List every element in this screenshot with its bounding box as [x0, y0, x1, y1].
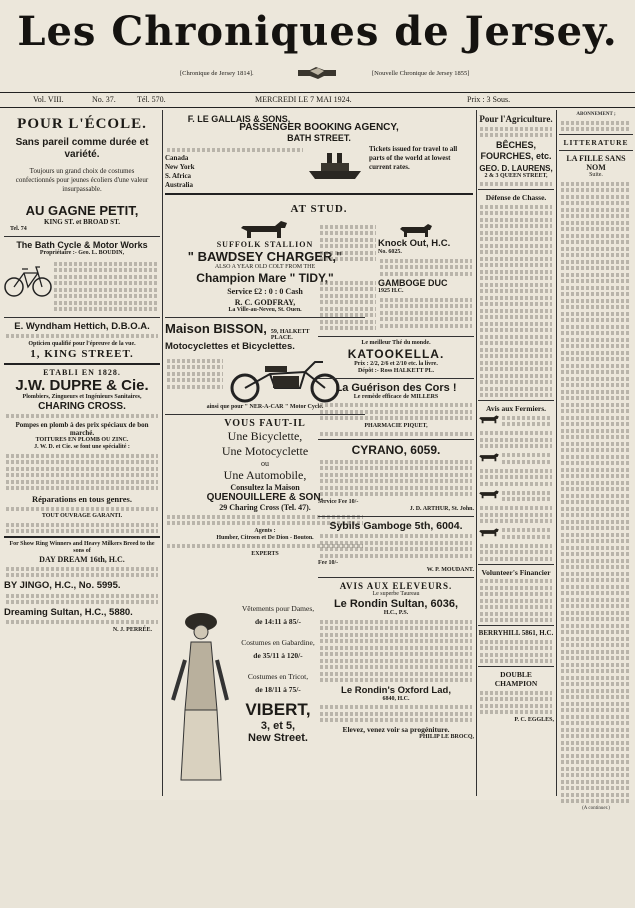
text-line [561, 793, 631, 797]
text-line [561, 396, 631, 400]
text-line [561, 565, 631, 569]
text-line [561, 728, 631, 732]
text-line [561, 767, 631, 771]
divider [559, 150, 633, 151]
ad-item: ou [261, 459, 269, 468]
divider [4, 236, 160, 237]
ad-item: Vêtements pour Dames, [241, 604, 315, 613]
ad-address: La Ville-au-Neveu, St. Ouen. [228, 307, 302, 313]
text-line [561, 188, 631, 192]
text-line [561, 637, 631, 641]
text-line [561, 786, 631, 790]
divider [318, 439, 474, 440]
destination: Canada [165, 154, 189, 162]
ad-body: Consultez la Maison [230, 483, 300, 492]
text-line [561, 780, 631, 784]
cow-illustration-icon [478, 413, 500, 429]
text-line [561, 260, 631, 264]
ad-heading: F. LE GALLAIS & SONS, [187, 114, 291, 124]
text-line [561, 416, 631, 420]
divider [318, 336, 474, 337]
ad-body: Elevez, venez voir sa progéniture. [342, 724, 450, 734]
ad-body: For Show Ring Winners and Heavy Milkers Breed to the sons of [9, 541, 155, 554]
ad-heading: AT STUD. [290, 203, 348, 215]
text-line [561, 240, 631, 244]
text-line [561, 526, 631, 530]
text-line [561, 461, 631, 465]
ad-heading: QUENOUILLERE & SON, [206, 492, 324, 503]
ad-heading: DOUBLE CHAMPION [494, 670, 538, 688]
ad-heading: Dreaming Sultan, H.C., 5880. [4, 606, 133, 618]
text-line [561, 474, 631, 478]
ad-address: 1, KING STREET. [30, 347, 134, 360]
text-line [561, 403, 631, 407]
ad-body: TOUT OUVRAGE GARANTI. [41, 513, 123, 519]
text-line [561, 539, 631, 543]
text-line [561, 227, 631, 231]
cow-illustration-icon [478, 526, 500, 542]
text-line [561, 559, 631, 563]
ad-tagline: Le meilleur Thé du monde. [361, 339, 431, 346]
text-line [561, 708, 631, 712]
divider [478, 625, 554, 626]
text-line [561, 663, 631, 667]
subscription-header: ABONNEMENT ; [576, 112, 616, 117]
destination: Australia [165, 181, 193, 189]
ad-price: de 35/11 à 120/- [253, 651, 303, 660]
text-line [561, 591, 631, 595]
ad-heading: POUR L'ÉCOLE. [17, 116, 147, 132]
ad-heading: PASSENGER BOOKING AGENCY, [239, 122, 399, 133]
text-line [561, 760, 631, 764]
text-line [561, 533, 631, 537]
serial-subtitle: Suite. [589, 172, 603, 178]
text-line [561, 799, 631, 803]
divider [559, 134, 633, 135]
text-line [561, 292, 631, 296]
text-line [561, 299, 631, 303]
text-line [561, 221, 631, 225]
divider [165, 193, 473, 195]
text-line [561, 630, 631, 634]
ad-heading: GAMBOGE DUC [378, 278, 448, 288]
text-line [561, 182, 631, 186]
cow-illustration-icon [478, 488, 500, 504]
masthead [0, 0, 635, 80]
text-line [561, 422, 631, 426]
divider [478, 189, 554, 190]
ad-signature: R. C. GODFRAY, [234, 298, 296, 307]
text-line [561, 273, 631, 277]
ad-body: Agents : [254, 527, 276, 534]
text-line [561, 247, 631, 251]
stud-ad [165, 203, 473, 215]
ad-body: TOITURES EN PLOMB OU ZINC. [35, 437, 129, 443]
text-line [561, 455, 631, 459]
ad-heading: La Guérison des Cors ! [335, 381, 457, 394]
cow-illustration-icon [398, 222, 474, 238]
text-line [561, 312, 631, 316]
text-line [561, 578, 631, 582]
text-line [561, 357, 631, 361]
ad-body: Toujours un grand choix de costumes confectionnés pour jeunes écoliers d'une valeur insurpassable. [15, 167, 149, 193]
ad-body: J. W. D. et Cie. se font une spécialité : [34, 444, 130, 450]
ad-body: Tickets issued for travel to all parts of the world at lowest current rates. [369, 145, 458, 171]
ad-price: Fee 10/- [318, 560, 339, 566]
ad-body: Pompes en plomb à des prix spéciaux de bon marché. [15, 421, 149, 437]
text-line [561, 344, 631, 348]
divider [478, 564, 554, 565]
text-line [561, 702, 631, 706]
ad-heading: Le Rondin's Oxford Lad, [341, 684, 451, 696]
ad-number: 1925 H.C. [378, 288, 404, 294]
masthead-subtitle-left: [Chronique de Jersey 1814]. [180, 70, 254, 77]
ad-item: Costumes en Tricot, [247, 672, 309, 681]
text-line [561, 325, 631, 329]
ad-tagline: Opticien qualifié pour l'épreuve de la vue. [28, 340, 136, 347]
ad-signature: J. D. ARTHUR, St. John. [409, 505, 474, 512]
ad-heading: E. Wyndham Hettich, D.B.O.A. [14, 320, 150, 332]
ad-proprietor: Propriétaire :- Geo. L. BOUDIN, [39, 250, 125, 256]
text-line [561, 689, 631, 693]
ad-heading: KATOOKELLA. [347, 346, 445, 361]
ad-heading: GEO. D. LAURENS, [479, 163, 553, 173]
ad-price: Service £2 : 0 : 0 Cash [227, 287, 303, 296]
ad-heading: AU GAGNE PETIT, [25, 203, 139, 218]
ad-tagline: Sans pareil comme durée et variété. [15, 137, 149, 160]
ad-heading: PHARMACIE PIQUET, [364, 422, 428, 429]
text-line [561, 435, 631, 439]
serial-continued: (A continuer.) [582, 805, 610, 811]
divider [4, 317, 160, 318]
dateline-bar [0, 92, 635, 108]
text-line [561, 721, 631, 725]
text-line [561, 377, 631, 381]
ad-signature: W. P. MOUDANT. [426, 567, 474, 573]
text-line [561, 201, 631, 205]
ad-item: Une Automobile, [223, 468, 307, 482]
ad-address: 29 Charing Cross (Tel. 47). [219, 503, 311, 512]
newspaper-title: Les Chroniques de Jersey. [17, 8, 618, 55]
section-heading: LITTERATURE [563, 138, 629, 147]
text-line [561, 572, 631, 576]
ad-signature: N. J. PERRÉE. [112, 626, 152, 633]
column-rule [476, 110, 477, 796]
ad-heading: VOUS FAUT-IL [224, 418, 306, 429]
ad-heading: Sybils Gamboge 5th, 6004. [329, 519, 463, 532]
vibert-ad [238, 604, 318, 744]
ad-heading: " BAWDSEY CHARGER," [187, 249, 343, 264]
text-line [561, 279, 631, 283]
text-line [561, 624, 631, 628]
text-line [561, 409, 631, 413]
destination: S. Africa [165, 172, 192, 180]
column-rule [162, 110, 163, 796]
text-line [561, 604, 631, 608]
text-line [561, 487, 631, 491]
ad-subheading: SUFFOLK STALLION [216, 240, 314, 249]
column-5-literature [559, 110, 633, 811]
text-line [561, 448, 631, 452]
ad-address: 59, HALKETT PLACE. [270, 329, 310, 341]
text-line [561, 305, 631, 309]
ad-heading: AVIS AUX ELEVEURS. [339, 581, 453, 591]
cow-illustration-icon [478, 451, 500, 467]
text-line [561, 611, 631, 615]
ad-heading: Volunteer's Financier [481, 567, 551, 577]
text-line [561, 208, 631, 212]
ad-body: ALSO A YEAR OLD COLT FROM THE [214, 264, 316, 270]
ad-telephone: Tel. 74 [10, 226, 27, 232]
ad-price: Prix : 2/2, 2/6 et 2/10 etc. la livre. [354, 360, 438, 367]
ad-address: Dépôt :- Ross HALKETT PL. [357, 367, 435, 374]
ad-signature: PHILIP LE BROCQ, [419, 733, 474, 740]
text-line [561, 318, 631, 322]
volume: Vol. VIII. [33, 95, 64, 104]
ad-subheading: Le superbe Taureau [372, 591, 420, 597]
ad-tagline: Plombiers, Zingueurs et Ingénieurs Sanitaires, [22, 393, 142, 400]
fashion-illustration-icon [165, 600, 237, 796]
text-line [561, 598, 631, 602]
text-line [561, 734, 631, 738]
text-line [561, 546, 631, 550]
text-line [561, 754, 631, 758]
text-line [561, 715, 631, 719]
column-1-ads [4, 110, 160, 796]
divider [4, 363, 160, 365]
ad-price: de 14:11 à 85/- [254, 617, 302, 626]
text-line [561, 513, 631, 517]
ad-address: KING ST. et BROAD ST. [44, 218, 120, 226]
ad-number: H.C., P.S. [383, 610, 409, 616]
steamship-illustration-icon [305, 145, 365, 190]
divider [478, 666, 554, 667]
text-line [561, 234, 631, 238]
text-line [561, 741, 631, 745]
ad-body: Le remède efficace de MILLERS [353, 393, 439, 400]
text-line [561, 500, 631, 504]
masthead-subtitle-right: [Nouvelle Chronique de Jersey 1855] [372, 70, 470, 77]
ad-address: 3, et 5, [260, 720, 296, 732]
ad-address: CHARING CROSS. [38, 400, 126, 412]
ad-signature: P. C. EGGLES, [514, 716, 554, 723]
text-line [561, 364, 631, 368]
ad-heading: Réparations en tous genres. [32, 494, 132, 504]
ad-heading: Avis aux Fermiers. [485, 404, 547, 413]
handshake-emblem-icon [296, 62, 338, 82]
passenger-agency-ad [165, 120, 473, 198]
text-line [561, 676, 631, 680]
text-line [561, 507, 631, 511]
divider [318, 577, 474, 578]
text-line [561, 643, 631, 647]
column-rule [556, 110, 557, 796]
text-line [561, 585, 631, 589]
text-line [561, 195, 631, 199]
ad-item: Une Bicyclette, [227, 429, 303, 443]
text-line [561, 383, 631, 387]
text-line [561, 656, 631, 660]
ad-item: Une Motocyclette [221, 444, 309, 458]
column-4-ads [478, 110, 554, 796]
text-line [561, 650, 631, 654]
issue-date: MERCREDI LE 7 MAI 1924. [255, 95, 352, 104]
text-line [561, 429, 631, 433]
ad-address: New Street. [248, 732, 308, 744]
ad-heading: BERRYHILL 5861, H.C. [478, 629, 554, 637]
text-line [561, 481, 631, 485]
text-line [561, 390, 631, 394]
text-line [561, 695, 631, 699]
text-line [561, 442, 631, 446]
ad-heading: Knock Out, H.C. [378, 238, 451, 249]
ad-heading: BÊCHES, FOURCHES, etc. [480, 139, 552, 161]
ad-heading: DAY DREAM 16th, H.C. [39, 555, 125, 564]
ad-number: 6840, H.C. [382, 695, 410, 702]
text-line [561, 682, 631, 686]
text-line [561, 331, 631, 335]
ad-heading: Pour l'Agriculture. [479, 114, 553, 124]
bicycle-illustration-icon [4, 259, 52, 314]
ad-body: ainsi que pour " NER-A-CAR " Motor Cycle. [206, 404, 324, 410]
text-line [561, 747, 631, 751]
divider [318, 378, 474, 379]
text-line [561, 214, 631, 218]
text-line [561, 669, 631, 673]
ad-address: BATH STREET. [287, 133, 351, 143]
ad-heading: Motocyclettes et Bicyclettes. [165, 341, 295, 352]
serial-title: LA FILLE SANS NOM [566, 154, 626, 172]
price: Prix : 3 Sous. [467, 95, 511, 104]
ad-body: Humber, Citroen et De Dion - Bouton. [216, 534, 314, 541]
ad-heading: BY JINGO, H.C., No. 5995. [4, 580, 121, 591]
ad-heading: VIBERT, [245, 700, 311, 719]
ad-heading: Le Rondin Sultan, 6036, [333, 598, 459, 610]
text-line [561, 552, 631, 556]
divider [4, 536, 160, 538]
text-line [561, 520, 631, 524]
text-line [561, 253, 631, 257]
text-line [561, 494, 631, 498]
ad-price: Service Fee 10/- [318, 498, 359, 505]
text-line [561, 286, 631, 290]
telephone: Tél. 570. [137, 95, 166, 104]
text-line [561, 468, 631, 472]
ad-item: Costumes en Gabardine, [241, 638, 315, 647]
text-line [561, 266, 631, 270]
ad-heading: Maison BISSON, [165, 321, 267, 336]
ad-heading: Défense de Chasse. [485, 193, 547, 202]
ad-established: ETABLI EN 1828. [43, 367, 121, 377]
destination: New York [165, 163, 195, 171]
ad-heading: Champion Mare " TIDY," [196, 271, 334, 285]
ad-heading: The Bath Cycle & Motor Works [16, 240, 148, 250]
ad-heading: CYRANO, 6059. [351, 443, 441, 457]
text-line [561, 338, 631, 342]
ad-heading: J.W. DUPRE & Cie. [15, 376, 149, 394]
divider [478, 400, 554, 401]
divider [318, 516, 474, 517]
text-line [561, 617, 631, 621]
column-3-ads [318, 222, 474, 908]
ad-address: 2 & 3 QUEEN STREET, [484, 172, 548, 179]
ad-number: No. 6025. [378, 249, 402, 255]
issue-number: No. 37. [92, 95, 116, 104]
ad-price: de 18/11 à 75/- [255, 685, 301, 694]
text-line [561, 351, 631, 355]
ad-body: EXPERTS [251, 550, 279, 557]
text-line [561, 370, 631, 374]
text-line [561, 773, 631, 777]
